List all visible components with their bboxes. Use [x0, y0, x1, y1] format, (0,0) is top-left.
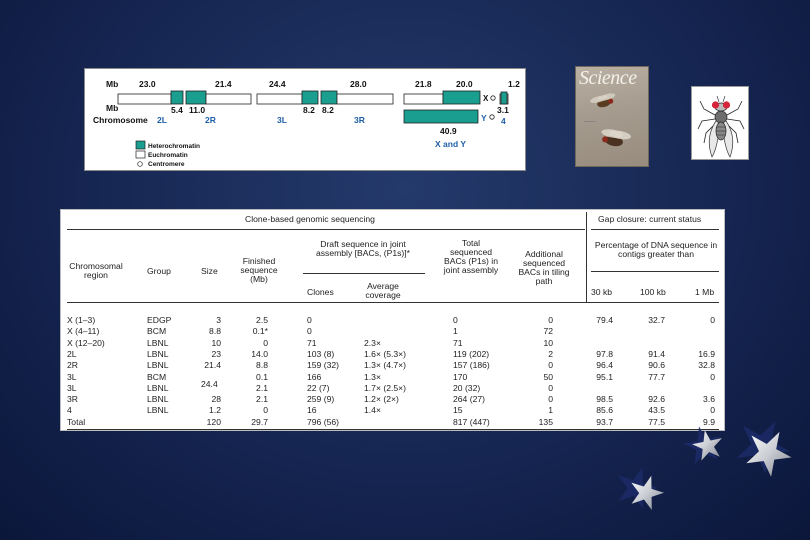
chr2R-euchromatin [206, 94, 251, 104]
cell-additional: 0 [548, 394, 553, 405]
cell-size: 1.2 [209, 405, 221, 416]
mb-value: 1.2 [508, 79, 520, 89]
chr2-heterochromatin-right [186, 91, 206, 104]
chr3-heterochromatin-left [302, 91, 318, 104]
header-clones: Clones [307, 287, 334, 297]
cell-group: LBNL [147, 405, 169, 416]
cell-clones: 71 [307, 337, 317, 348]
header-1mb: 1 Mb [695, 287, 715, 297]
mb-value: 23.0 [139, 79, 156, 89]
chr2L-euchromatin [118, 94, 171, 104]
mb-value: 21.4 [215, 79, 232, 89]
cell-region: X (12–20) [67, 337, 105, 348]
cell-total: 0 [453, 315, 458, 325]
chr3-heterochromatin-right [321, 91, 337, 104]
mb-value: 24.4 [269, 79, 286, 89]
cell-clones: 796 (56) [307, 416, 340, 427]
arm-label-3L: 3L [277, 115, 287, 125]
star-icon [692, 430, 722, 460]
group-header-gap-closure: Gap closure: current status [598, 214, 702, 224]
cell-mb1: 16.9 [698, 348, 715, 359]
sequencing-table [60, 209, 725, 431]
cell-group: LBNL [147, 348, 169, 359]
cover-masthead: Science [579, 67, 637, 89]
arm-label-4: 4 [501, 116, 506, 126]
cell-additional: 10 [543, 337, 553, 348]
cell-kb100: 77.5 [648, 416, 665, 427]
cell-finished: 29.7 [251, 416, 268, 427]
cell-finished: 14.0 [251, 348, 268, 359]
cell-mb1: 0 [710, 405, 715, 416]
cell-mb1: 3.6 [703, 394, 715, 405]
cell-total: 15 [453, 405, 463, 416]
cell-kb30: 85.6 [596, 405, 613, 416]
cell-cov: 1.6× (5.3×) [364, 348, 407, 359]
cell-size: 10 [211, 337, 221, 348]
merged-size-3L: 24.4 [201, 379, 218, 389]
cell-mb1: 32.8 [698, 360, 715, 371]
cell-kb30: 96.4 [596, 360, 613, 371]
header-30kb: 30 kb [591, 287, 613, 297]
cell-region: 3L [67, 382, 77, 393]
header-total-bacs: Total sequenced BACs (P1s) in joint assembly [443, 238, 499, 276]
legend-euchromatin: Euchromatin [148, 152, 188, 159]
svg-text:~~~~~: ~~~~~ [584, 119, 596, 124]
chr3L-euchromatin [257, 94, 302, 104]
cell-additional: 0 [548, 315, 553, 325]
mb-sub-value: 8.2 [322, 105, 334, 115]
cell-finished: 0.1* [252, 326, 268, 337]
cell-additional: 135 [538, 416, 553, 427]
cell-region: 4 [67, 405, 72, 416]
mb-sub-value: 11.0 [189, 105, 206, 115]
fly-drawing-panel [691, 86, 749, 160]
group-header-clone-based: Clone-based genomic sequencing [245, 214, 375, 224]
cell-group: LBNL [147, 382, 169, 393]
chrY-heterochromatin [404, 110, 478, 123]
cell-clones: 0 [307, 315, 312, 325]
cell-mb1: 0 [710, 315, 715, 325]
cell-kb30: 93.7 [596, 416, 613, 427]
cell-total: 1 [453, 326, 458, 337]
chr4-heterochromatin [501, 92, 507, 104]
arm-label-2R: 2R [205, 115, 216, 125]
mb-value: 20.0 [456, 79, 473, 89]
cell-cov: 1.7× (2.5×) [364, 382, 407, 393]
cell-kb30: 79.4 [596, 315, 613, 325]
cell-size: 21.4 [204, 360, 221, 371]
cell-region: Total [67, 416, 86, 427]
cell-clones: 259 (9) [307, 394, 335, 405]
mb-sub-value: 5.4 [171, 105, 183, 115]
cell-total: 119 (202) [453, 348, 490, 359]
legend-heterochromatin-swatch [136, 141, 145, 149]
cell-finished: 0.1 [256, 371, 268, 382]
header-size: Size [201, 266, 218, 276]
cell-region: 3L [67, 371, 77, 382]
xy-label: X and Y [435, 139, 467, 149]
cell-additional: 50 [543, 371, 553, 382]
star-icon [618, 467, 658, 509]
cell-size: 23 [211, 348, 221, 359]
cell-kb30: 95.1 [596, 371, 613, 382]
cell-cov: 2.3× [364, 337, 381, 348]
science-cover [575, 66, 649, 167]
chromosome-label: Chromosome [93, 115, 148, 125]
arm-label-3R: 3R [354, 115, 365, 125]
cell-additional: 0 [548, 382, 553, 393]
cell-size: 120 [206, 416, 221, 427]
chr2-heterochromatin-left [171, 91, 183, 104]
cell-clones: 159 (32) [307, 360, 340, 371]
cell-total: 264 (27) [453, 394, 486, 405]
cell-kb100: 43.5 [648, 405, 665, 416]
y-mb-value: 40.9 [440, 126, 457, 136]
cell-total: 71 [453, 337, 463, 348]
fruit-fly-photo-icon [576, 67, 649, 167]
legend-centromere: Centromere [148, 161, 185, 168]
header-region: Chromosomal region [69, 261, 123, 281]
cell-mb1: 9.9 [703, 416, 715, 427]
mb-label-top: Mb [106, 79, 119, 89]
cell-size: 3 [216, 315, 221, 325]
star-icon [631, 476, 664, 510]
header-additional-bacs: Additional sequenced BACs in tiling path [518, 249, 570, 287]
cell-size: 28 [211, 394, 221, 405]
cell-region: X (1–3) [67, 315, 96, 325]
y-label: Y [481, 113, 487, 123]
mb-value: 28.0 [350, 79, 367, 89]
cell-kb100: 77.7 [648, 371, 665, 382]
cell-finished: 2.5 [256, 315, 268, 325]
header-group: Group [147, 266, 171, 276]
cell-group: BCM [147, 326, 167, 337]
cell-clones: 22 (7) [307, 382, 330, 393]
cell-region: 2L [67, 348, 77, 359]
cell-mb1: 0 [710, 371, 715, 382]
cell-total: 170 [453, 371, 468, 382]
header-percentage: Percentage of DNA sequence in contigs greater than [594, 240, 718, 260]
cell-cov: 1.3× (4.7×) [364, 360, 407, 371]
cell-region: 2R [67, 360, 78, 371]
legend-euchromatin-swatch [136, 151, 145, 158]
header-average-coverage: Average coverage [365, 281, 401, 301]
mb-label-sub: Mb [106, 103, 119, 113]
legend-heterochromatin: Heterochromatin [148, 143, 201, 150]
cell-finished: 2.1 [256, 382, 268, 393]
cell-group: LBNL [147, 337, 169, 348]
cell-additional: 0 [548, 360, 553, 371]
cell-finished: 0 [263, 337, 268, 348]
header-100kb: 100 kb [640, 287, 666, 297]
cell-group: BCM [147, 371, 167, 382]
cell-kb100: 32.7 [648, 315, 665, 325]
cell-cov: 1.2× (2×) [364, 394, 399, 405]
header-draft: Draft sequence in joint assembly [BACs, (P1s)]* [315, 239, 411, 259]
mb-sub-value: 3.1 [497, 105, 509, 115]
cell-additional: 1 [548, 405, 553, 416]
cell-group: EDGP [147, 315, 172, 325]
arm-label-2L: 2L [157, 115, 167, 125]
cell-cov: 1.3× [364, 371, 381, 382]
cell-clones: 103 (8) [307, 348, 335, 359]
cell-finished: 0 [263, 405, 268, 416]
mb-value: 21.8 [415, 79, 432, 89]
cell-clones: 0 [307, 326, 312, 337]
cell-group: LBNL [147, 360, 169, 371]
cell-kb30: 97.8 [596, 348, 613, 359]
cell-total: 20 (32) [453, 382, 481, 393]
chromosome-diagram [84, 68, 526, 171]
x-marker: X [483, 94, 489, 103]
cell-size: 8.8 [209, 326, 221, 337]
header-finished: Finished sequence (Mb) [240, 256, 278, 285]
chr3R-euchromatin [337, 94, 393, 104]
mb-sub-value: 8.2 [303, 105, 315, 115]
chrX-euchromatin [404, 94, 443, 104]
cell-additional: 2 [548, 348, 553, 359]
cell-group: LBNL [147, 394, 169, 405]
cell-region: 3R [67, 394, 78, 405]
cell-kb100: 92.6 [648, 394, 665, 405]
cell-total: 817 (447) [453, 416, 490, 427]
cell-kb100: 90.6 [648, 360, 665, 371]
cell-region: X (4–11) [67, 326, 100, 337]
fruit-fly-drawing-icon [692, 87, 750, 161]
chrX-heterochromatin [443, 91, 480, 104]
cell-finished: 2.1 [256, 394, 268, 405]
cell-cov: 1.4× [364, 405, 381, 416]
cell-additional: 72 [543, 326, 553, 337]
cell-clones: 16 [307, 405, 317, 416]
cell-total: 157 (186) [453, 360, 490, 371]
star-icon [737, 421, 790, 473]
star-icon [683, 426, 720, 464]
cell-kb30: 98.5 [596, 394, 613, 405]
cell-clones: 166 [307, 371, 322, 382]
cell-finished: 8.8 [256, 360, 268, 371]
star-icon [746, 432, 791, 477]
cell-kb100: 91.4 [648, 348, 665, 359]
